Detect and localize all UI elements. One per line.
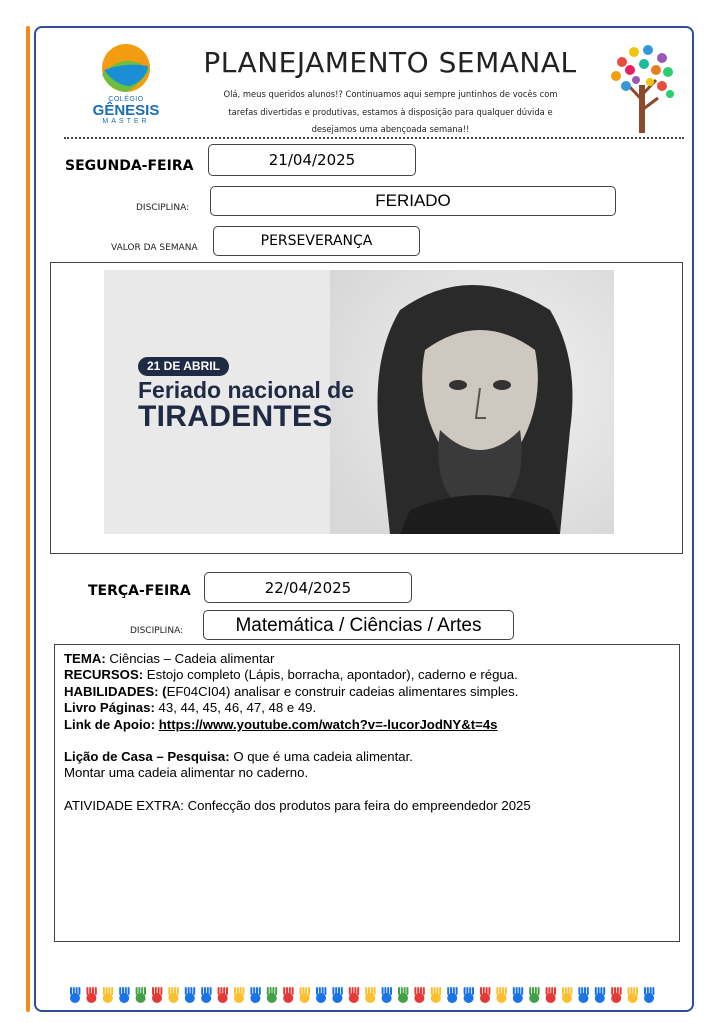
recursos-label: RECURSOS: [64, 667, 144, 683]
tuesday-date-field: 22/04/2025 [204, 572, 412, 603]
logo-college-word: COLÉGIO [108, 96, 144, 103]
tuesday-day-label: TERÇA-FEIRA [88, 583, 191, 599]
tuesday-discipline-field: Matemática / Ciências / Artes [203, 610, 514, 640]
licao-line [64, 749, 670, 765]
week-value-label: VALOR DA SEMANA [111, 243, 198, 253]
tema-line [64, 651, 670, 667]
greeting-text [193, 86, 588, 139]
link-label: Link de Apoio: [64, 716, 159, 732]
recursos-line [64, 667, 670, 683]
monday-day-label: SEGUNDA-FEIRA [65, 158, 194, 174]
week-value-field: PERSEVERANÇA [213, 226, 420, 256]
greeting-line: tarefas divertidas e produtivas, estamos à disposição para qualquer dúvida e [228, 106, 553, 117]
livro-line [64, 700, 670, 716]
licao-line-2: Montar uma cadeia alimentar no caderno. [64, 765, 309, 781]
extra-activity: ATIVIDADE EXTRA: Confecção dos produtos para feira do empreendedor 2025 [64, 797, 531, 813]
greeting-line: desejamos uma abençoada semana!! [311, 124, 470, 134]
handprints-border-icon [66, 983, 660, 1005]
habilidades-value: EF04CI04) analisar e construir cadeias alimentares simples. [166, 683, 519, 699]
left-accent-bar [26, 26, 30, 1012]
tema-value: Ciências – Cadeia alimentar [105, 651, 275, 666]
licao-value: O que é uma cadeia alimentar. [229, 749, 413, 765]
livro-value: 43, 44, 45, 46, 47, 48 e 49. [154, 700, 317, 716]
holiday-date-badge: 21 DE ABRIL [138, 357, 229, 376]
support-video-link[interactable]: https://www.youtube.com/watch?v=-lucorJodNY&t=4s [158, 716, 498, 732]
monday-date-field: 21/04/2025 [208, 144, 416, 176]
monday-discipline-field: FERIADO [210, 186, 616, 216]
tiradentes-portrait-image [330, 270, 614, 534]
habilidades-label: HABILIDADES: ( [64, 683, 167, 699]
holiday-title-line2: TIRADENTES [138, 400, 333, 433]
logo-school-name: GÊNESIS [92, 102, 160, 119]
handprint-tree-icon [606, 40, 678, 135]
monday-discipline-label: DISCIPLINA: [136, 203, 190, 213]
tuesday-discipline-label: DISCIPLINA: [130, 626, 184, 636]
tuesday-plan-content [54, 644, 680, 942]
header-divider [64, 137, 684, 139]
licao-label: Lição de Casa – Pesquisa: [64, 749, 230, 765]
recursos-value: Estojo completo (Lápis, borracha, apontador), caderno e régua. [143, 667, 518, 683]
greeting-line: Olá, meus queridos alunos!? Continuamos aqui sempre juntinhos de vocês com [223, 89, 558, 99]
habilidades-line [64, 684, 670, 700]
livro-label: Livro Páginas: [64, 700, 155, 716]
page-title: PLANEJAMENTO SEMANAL [203, 46, 577, 79]
link-line [64, 717, 670, 733]
logo-master-word: MASTER [102, 118, 150, 125]
tema-label: TEMA: [64, 651, 106, 666]
holiday-title-line1: Feriado nacional de [138, 377, 354, 403]
